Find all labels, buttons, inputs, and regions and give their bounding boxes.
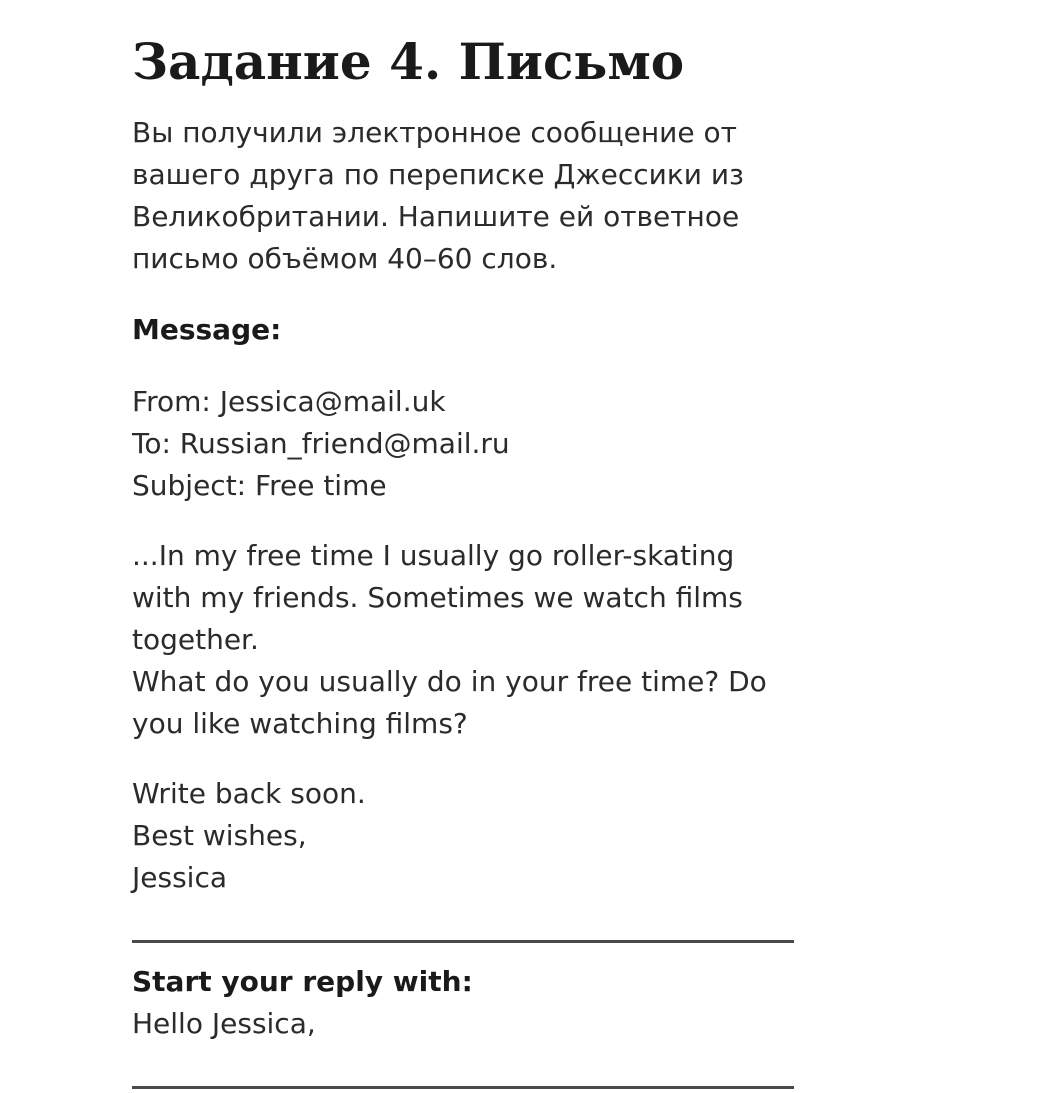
email-body-line: you like watching films? — [132, 707, 468, 740]
message-label: Message: — [132, 313, 282, 346]
email-to: To: Russian_friend@mail.ru — [132, 427, 510, 460]
instructions-line: Вы получили электронное сообщение от — [132, 116, 737, 149]
instructions-line: письмо объёмом 40–60 слов. — [132, 242, 558, 275]
reply-label: Start your reply with: — [132, 965, 473, 998]
email-from: From: Jessica@mail.uk — [132, 385, 446, 418]
email-header — [132, 381, 832, 507]
email-closing — [132, 773, 832, 899]
email-body-line: ...In my free time I usually go roller-skating — [132, 539, 735, 572]
closing-line: Write back soon. — [132, 777, 366, 810]
email-body-line: with my friends. Sometimes we watch films — [132, 581, 743, 614]
divider-bottom — [132, 1086, 794, 1089]
closing-line: Best wishes, — [132, 819, 307, 852]
email-body-line: What do you usually do in your free time? Do — [132, 665, 767, 698]
instructions-line: вашего друга по переписке Джессики из — [132, 158, 744, 191]
divider-top — [132, 940, 794, 943]
email-subject: Subject: Free time — [132, 469, 387, 502]
reply-start: Hello Jessica, — [132, 1007, 316, 1040]
task-instructions — [132, 112, 812, 280]
email-body — [132, 535, 832, 745]
email-body-line: together. — [132, 623, 259, 656]
page-title: Задание 4. Письмо — [132, 32, 685, 91]
instructions-line: Великобритании. Напишите ей ответное — [132, 200, 740, 233]
closing-signature: Jessica — [132, 861, 227, 894]
